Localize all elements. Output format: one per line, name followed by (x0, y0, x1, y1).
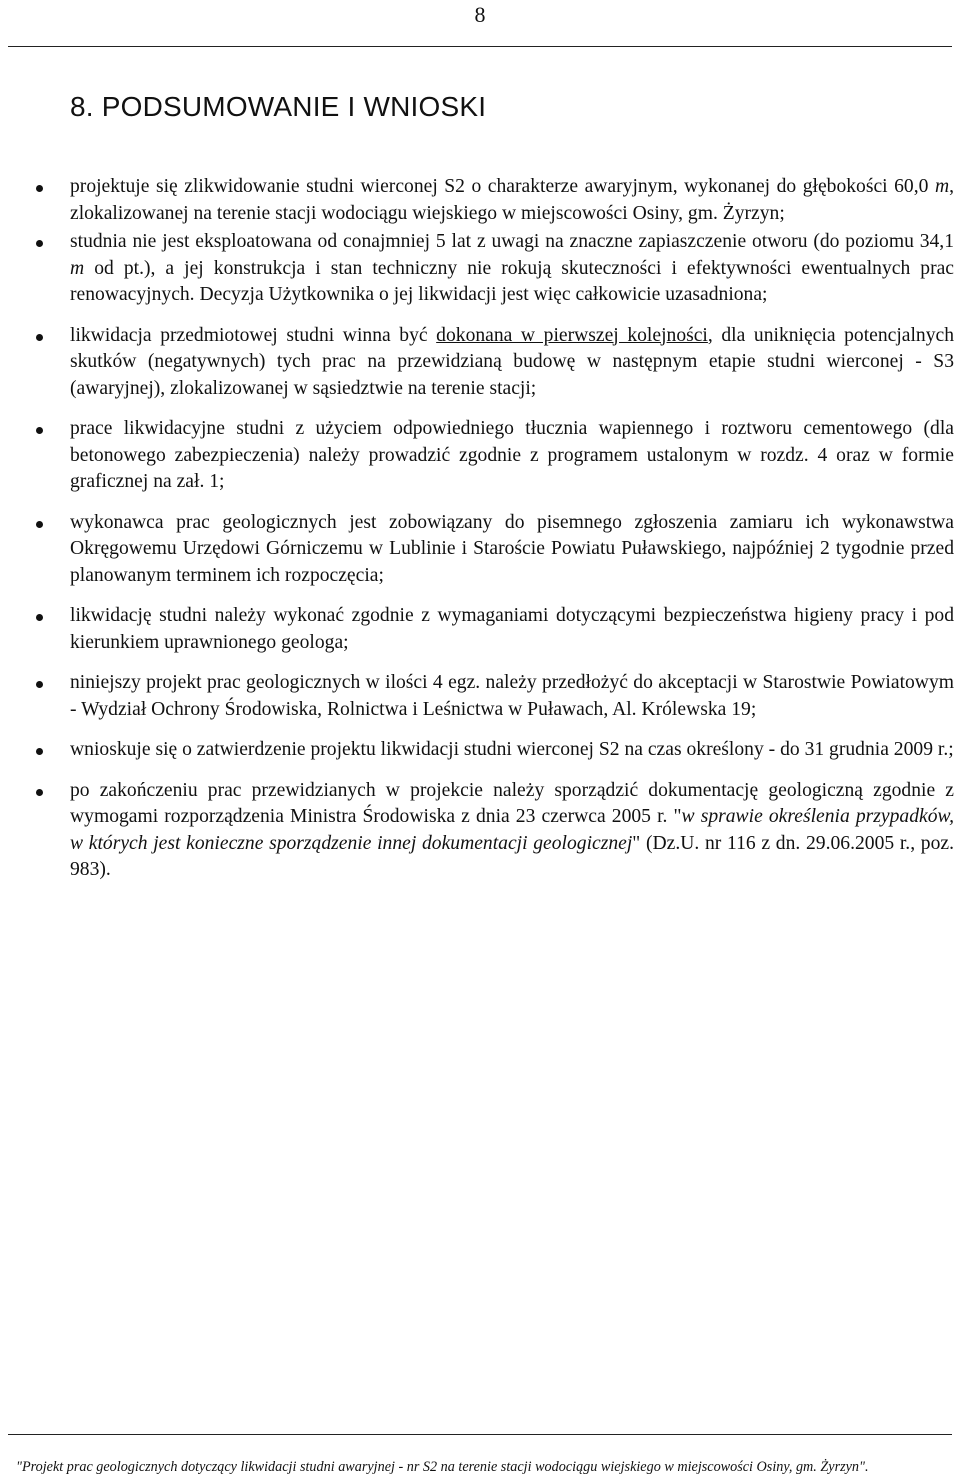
item-text: niniejszy projekt prac geologicznych w ilości 4 egz. należy przedłożyć do akceptacji w Starostwie Powiatowym - Wydział Ochrony Środowiska, Rolnictwa i Leśnictwa w Puławach, Al. Królewska 19; (70, 672, 954, 720)
page-footer: "Projekt prac geologicznych dotyczący likwidacji studni awaryjnej - nr S2 na terenie stacji wodociągu wiejskiego w miejscowości Osiny, gm. Żyrzyn". (16, 1459, 869, 1475)
conclusions-list (0, 174, 960, 898)
list-item (70, 778, 954, 884)
item-text: po zakończeniu prac przewidzianych w projekcie należy sporządzić dokumentację geologiczną zgodnie z wymogami rozporządzenia Ministra Środowiska z dnia 23 czerwca 2005 r. " (70, 779, 954, 827)
list-item (70, 737, 954, 764)
item-text: wnioskuje się o zatwierdzenie projektu likwidacji studni wierconej S2 na czas określony - do 31 grudnia 2009 r.; (70, 739, 954, 760)
header-rule (8, 46, 952, 47)
bullet-icon (36, 681, 43, 688)
item-text: studnia nie jest eksploatowana od conajmniej 5 lat z uwagi na znaczne zapiaszczenie otworu (do poziomu 34,1 (70, 231, 954, 252)
item-text: likwidacja przedmiotowej studni winna być (70, 324, 437, 346)
item-text: , dla uniknięcia potencjalnych skutków (negatywnych) tych prac na przewidzianą budowę w następnym etapie studni wierconej - S3 (awaryjnej), zlokalizowanej w sąsiedztwie na terenie stacji; (70, 324, 955, 399)
bullet-icon (36, 789, 43, 796)
list-item (70, 229, 954, 309)
item-text: likwidację studni należy wykonać zgodnie z wymaganiami dotyczącymi bezpieczeństwa higieny pracy i pod kierunkiem uprawnionego geologa; (70, 605, 954, 653)
bullet-icon (36, 185, 43, 192)
item-text: , zlokalizowanej na terenie stacji wodociągu wiejskiego w miejscowości Osiny, gm. Żyrzyn; (70, 176, 954, 224)
footer-rule (8, 1434, 952, 1435)
item-text: prace likwidacyjne studni z użyciem odpowiedniego tłucznia wapiennego i roztworu cementowego (dla betonowego zabezpieczenia) należy prowadzić zgodnie z programem ustalonym w rozdz. 4 oraz w formie graficznej na zał. 1; (70, 418, 954, 492)
list-item (70, 510, 954, 590)
bullet-icon (36, 240, 43, 247)
page-number: 8 (474, 2, 486, 27)
italic-title-text: w sprawie określenia przypadków, w których jest konieczne sporządzenie innej dokumentacji geologicznej (70, 806, 955, 854)
item-text: projektuje się zlikwidowanie studni wierconej S2 o charakterze awaryjnym, wykonanej do głębokości 60,0 (70, 176, 935, 197)
list-item (70, 323, 954, 403)
list-item (70, 174, 954, 227)
list-item (70, 670, 954, 723)
item-text: " (Dz.U. nr 116 z dn. 29.06.2005 r., poz. 983). (70, 832, 954, 880)
bullet-icon (36, 427, 43, 434)
list-item (70, 603, 954, 656)
underlined-text: dokonana w pierwszej kolejności (436, 324, 708, 346)
bullet-icon (36, 614, 43, 621)
item-text: od pt.), a jej konstrukcja i stan techniczny nie rokują skuteczności i efektywności ewentualnych prac renowacyjnych. Decyzja Użytkownika o jej likwidacji jest więc całkowicie uzasadniona; (70, 257, 954, 305)
bullet-icon (36, 334, 43, 341)
section-heading: 8. PODSUMOWANIE I WNIOSKI (70, 91, 487, 122)
list-item (70, 416, 954, 496)
unit-text: m (70, 257, 85, 279)
unit-text: m (934, 176, 950, 197)
item-text: wykonawca prac geologicznych jest zobowiązany do pisemnego zgłoszenia zamiaru ich wykonawstwa Okręgowemu Urzędowi Górniczemu w Lublinie i Staroście Powiatu Puławskiego, najpóźniej 2 tygodnie przed planowanym terminem ich rozpoczęcia; (70, 511, 954, 586)
bullet-icon (36, 521, 43, 528)
bullet-icon (36, 748, 43, 755)
